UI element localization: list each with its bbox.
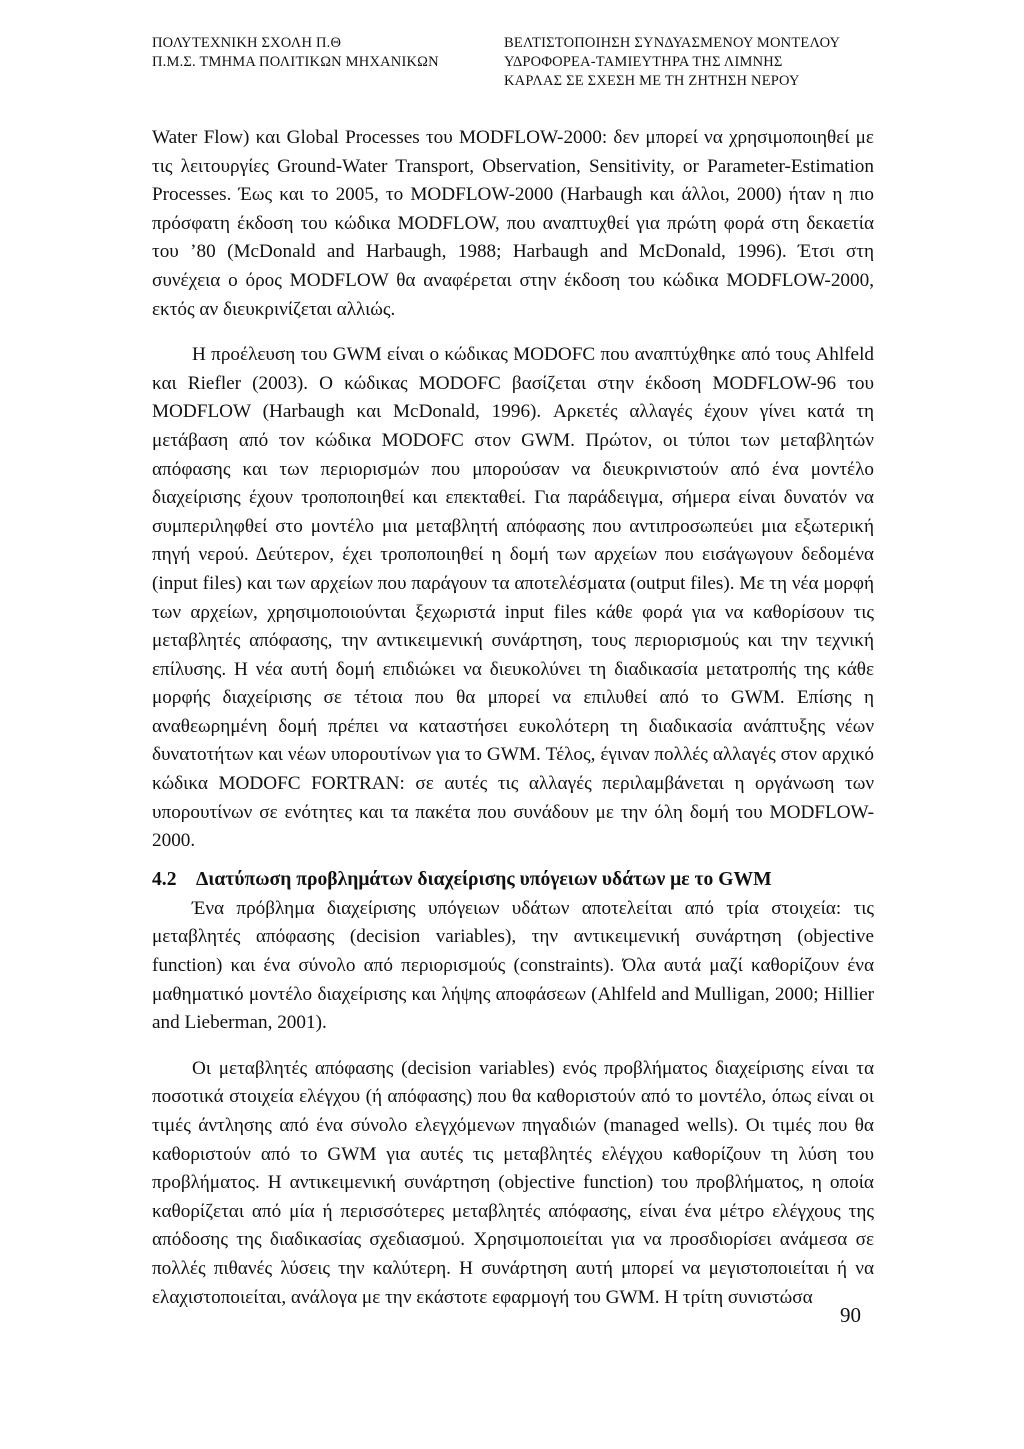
header-school: ΠΟΛΥΤΕΧΝΙΚΗ ΣΧΟΛΗ Π.Θ <box>152 35 342 51</box>
page-number: 90 <box>840 1303 861 1327</box>
section-number: 4.2 <box>152 868 177 890</box>
paragraph-gwm-origin: Η προέλευση του GWM είναι ο κώδικας MODOFC που αναπτύχθηκε από τους Ahlfeld και Riefler (2003). Ο κώδικας MODOFC βασίζεται στην έκδοση MODFLOW-96 του MODFLOW (Harbaugh και McDonald, 1996). Αρκετές αλλαγές έχουν γίνει κατά τη μετάβαση από τον κώδικα MODOFC στον GWM. Πρώτον, οι τύποι των μεταβλητών απόφασης και των περιορισμών που μπορούσαν να διευκρινιστούν από ένα μοντέλο διαχείρισης έχουν τροποποιηθεί και επεκταθεί. Για παράδειγμα, σήμερα είναι δυνατόν να συμπεριληφθεί στο μοντέλο μια μεταβλητή απόφασης που αντιπροσωπεύει μια εξωτερική πηγή νερού. Δεύτερον, έχει τροποποιηθεί η δομή των αρχείων που εισάγωγουν δεδομένα (input files) και των αρχείων που παράγουν τα αποτελέσματα (output files). Με τη νέα μορφή των αρχείων, χρησιμοποιούνται ξεχωριστά input files κάθε φορά για να καθορίσουν τις μεταβλητές απόφασης, την αντικειμενική συνάρτηση, τους περιορισμούς και την τεχνική επίλυσης. Η νέα αυτή δομή επιδιώκει να διευκολύνει τη διαδικασία μετατροπής της κάθε μορφής διαχείρισης σε τέτοια που θα μπορεί να επιλυθεί από το GWM. Επίσης η αναθεωρημένη δομή πρέπει να καταστήσει ευκολότερη τη διαδικασία ανάπτυξης νέων δυνατοτήτων και νέων υπορουτίνων για το GWM. Τέλος, έγιναν πολλές αλλαγές στον αρχικό κώδικα MODOFC FORTRAN: σε αυτές τις αλλαγές περιλαμβάνεται η οργάνωση των υπορουτίνων σε ενότητες και τα πακέτα που συνάδουν με την όλη δομή του MODFLOW-2000. <box>152 344 874 852</box>
header-title-line-3: ΚΑΡΛΑΣ ΣΕ ΣΧΕΣΗ ΜΕ ΤΗ ΖΗΤΗΣΗ ΝΕΡΟΥ <box>504 73 800 89</box>
header-title-line-2: ΥΔΡΟΦΟΡΕΑ-ΤΑΜΙΕΥΤΗΡΑ ΤΗΣ ΛΙΜΝΗΣ <box>504 54 783 70</box>
header-title-line-1: ΒΕΛΤΙΣΤΟΠΟΙΗΣΗ ΣΥΝΔΥΑΣΜΕΝΟΥ ΜΟΝΤΕΛΟΥ <box>504 35 841 51</box>
header-department: Π.Μ.Σ. ΤΜΗΜΑ ΠΟΛΙΤΙΚΩΝ ΜΗΧΑΝΙΚΩΝ <box>152 54 439 70</box>
paragraph-problem-definition: Ένα πρόβλημα διαχείρισης υπόγειων υδάτων αποτελείται από τρία στοιχεία: τις μεταβλητές απόφασης (decision variables), την αντικειμενική συνάρτηση (objective function) και ένα σύνολο από περιορισμούς (constraints). Όλα αυτά μαζί καθορίζουν ένα μαθηματικό μοντέλο διαχείρισης και λήψης αποφάσεων (Ahlfeld and Mulligan, 2000; Hillier and Lieberman, 2001). <box>152 897 874 1034</box>
page-body <box>152 124 874 1312</box>
paragraph-decision-variables: Οι μεταβλητές απόφασης (decision variables) ενός προβλήματος διαχείρισης είναι τα ποσοτικά στοιχεία ελέγχου (ή απόφασης) που θα καθοριστούν από το μοντέλο, όπως είναι οι τιμές άντλησης από ένα σύνολο ελεγχόμενων πηγαδιών (managed wells). Οι τιμές που θα καθοριστούν από το GWM για αυτές τις μεταβλητές ελέγχου καθορίζουν τη λύση του προβλήματος. Η αντικειμενική συνάρτηση (objective function) του προβλήματος, η οποία καθορίζεται από μία ή περισσότερες μεταβλητές απόφασης, είναι ένα μέτρο ελέγχους της απόδοσης της διαδικασίας σχεδιασμού. Χρησιμοποιείται για να προσδιορίσει ανάμεσα σε πολλές πιθανές λύσεις την καλύτερη. Η συνάρτηση αυτή μπορεί να μεγιστοποιείται ή να ελαχιστοποιείται, ανάλογα με την εκάστοτε εφαρμογή του GWM. Η τρίτη συνιστώσα <box>152 1057 874 1308</box>
header-thesis-title <box>504 34 840 91</box>
section-title: Διατύπωση προβλημάτων διαχείρισης υπόγειων υδάτων με το GWM <box>196 868 772 890</box>
section-heading <box>152 865 874 895</box>
header-institution <box>152 34 439 72</box>
paragraph-modflow-continuation: Water Flow) και Global Processes του MODFLOW-2000: δεν μπορεί να χρησιμοποιηθεί με τις λειτουργίες Ground-Water Transport, Observation, Sensitivity, or Parameter-Estimation Processes. Έως και το 2005, το MODFLOW-2000 (Harbaugh και άλλοι, 2000) ήταν η πιο πρόσφατη έκδοση του κώδικα MODFLOW, που αναπτυχθεί για πρώτη φορά στη δεκαετία του ’80 (McDonald and Harbaugh, 1988; Harbaugh and McDonald, 1996). Έτσι στη συνέχεια ο όρος MODFLOW θα αναφέρεται στην έκδοση του κώδικα MODFLOW-2000, εκτός αν διευκρινίζεται αλλιώς. <box>152 127 874 320</box>
